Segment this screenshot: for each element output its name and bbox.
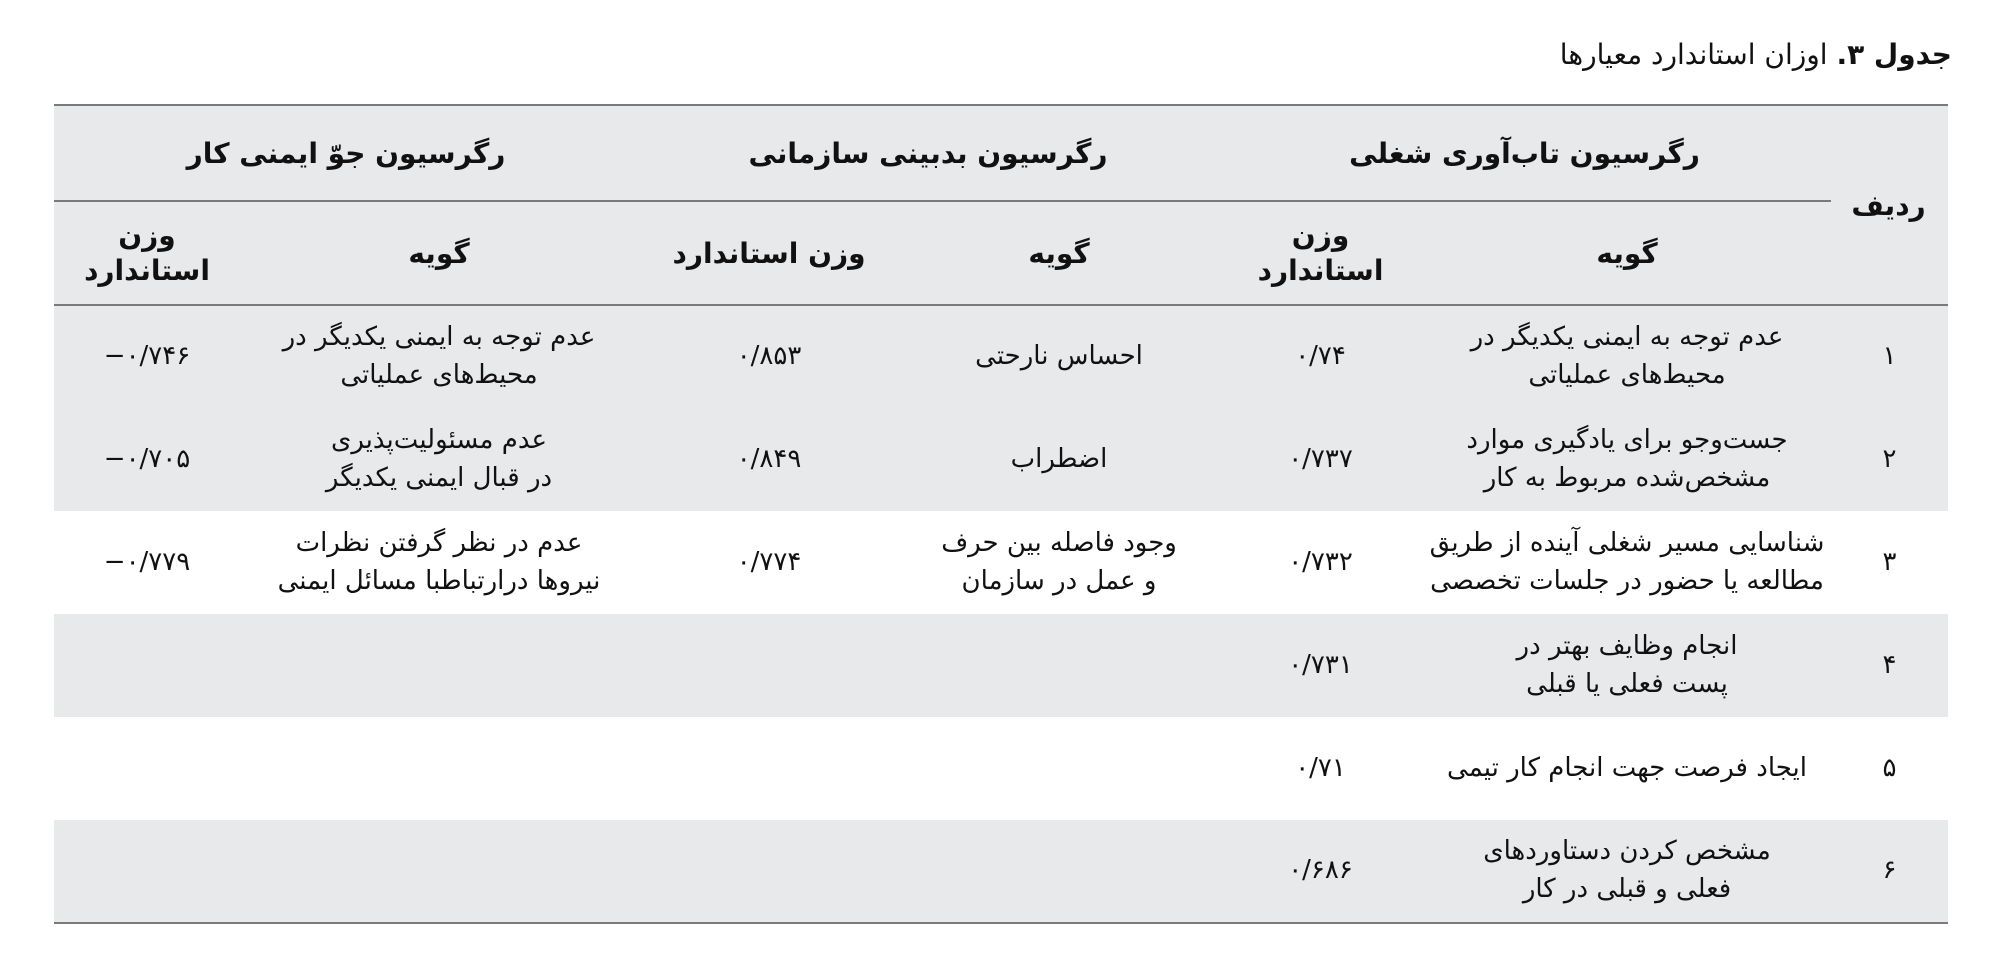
item-line: مشخص‌شده مربوط به کار bbox=[1483, 462, 1771, 493]
item-line: محیط‌های عملیاتی bbox=[340, 360, 538, 390]
item-line: عدم در نظر گرفتن نظرات bbox=[295, 527, 583, 558]
empty-cell bbox=[638, 717, 900, 820]
weight-cell-g2: ۰/۸۵۳ bbox=[638, 305, 900, 408]
item-line: احساس نارحتی bbox=[975, 341, 1143, 372]
group-header-safety-climate: رگرسیون جوّ ایمنی کار bbox=[54, 105, 638, 201]
item-cell-g3 bbox=[240, 305, 638, 408]
weight-header-g2: وزن استاندارد bbox=[638, 201, 900, 305]
weight-header-g3: وزن استاندارد bbox=[54, 201, 240, 305]
weight-cell-g3: −۰/۷۷۹ bbox=[103, 546, 191, 577]
item-line: اضطراب bbox=[1010, 443, 1108, 474]
item-line: جست‌وجو برای یادگیری موارد bbox=[1466, 424, 1788, 455]
item-line: محیط‌های عملیاتی bbox=[1528, 360, 1726, 390]
standard-weights-table bbox=[54, 104, 1948, 924]
weight-cell-g1: ۰/۶۸۶ bbox=[1218, 820, 1423, 923]
row-number: ۳ bbox=[1882, 546, 1897, 577]
weight-cell-g2: ۰/۷۷۴ bbox=[736, 546, 802, 577]
weight-cell-g3: −۰/۷۴۶ bbox=[54, 305, 240, 408]
row-number-header: ردیف bbox=[1831, 105, 1948, 305]
row-number: ۶ bbox=[1831, 820, 1948, 923]
empty-cell bbox=[900, 820, 1218, 923]
empty-cell bbox=[54, 614, 240, 717]
row-number: ۴ bbox=[1831, 614, 1948, 717]
item-header-g2: گویه bbox=[900, 201, 1218, 305]
item-cell-g1 bbox=[1423, 408, 1831, 511]
item-line: مشخص کردن دستاوردهای bbox=[1483, 836, 1771, 867]
table-row bbox=[54, 820, 1948, 923]
group-header-row bbox=[54, 105, 1948, 201]
table-caption bbox=[1560, 38, 1952, 71]
item-line: و عمل در سازمان bbox=[961, 565, 1157, 596]
item-line: نیروها درارتباطبا مسائل ایمنی bbox=[277, 565, 601, 596]
table-row bbox=[54, 408, 1948, 511]
weight-cell-g1: ۰/۷۳۱ bbox=[1218, 614, 1423, 717]
item-line: ایجاد فرصت جهت انجام کار تیمی bbox=[1447, 752, 1807, 783]
item-line: در قبال ایمنی یکدیگر bbox=[325, 462, 553, 493]
item-line: انجام وظایف بهتر در bbox=[1516, 630, 1738, 661]
item-cell-g1 bbox=[1423, 305, 1831, 408]
item-header-g3: گویه bbox=[240, 201, 638, 305]
group-header-organizational-cynicism: رگرسیون بدبینی سازمانی bbox=[638, 105, 1218, 201]
group-header-job-resilience: رگرسیون تاب‌آوری شغلی bbox=[1218, 105, 1831, 201]
item-cell-g3 bbox=[240, 511, 638, 614]
item-cell-g2 bbox=[900, 408, 1218, 511]
empty-cell bbox=[54, 820, 240, 923]
caption-text: اوزان استاندارد معیارها bbox=[1559, 38, 1828, 71]
empty-cell bbox=[900, 614, 1218, 717]
empty-cell bbox=[900, 717, 1218, 820]
empty-cell bbox=[54, 717, 240, 820]
empty-cell bbox=[240, 820, 638, 923]
item-cell-g3 bbox=[240, 408, 638, 511]
caption-label: جدول ۳. bbox=[1836, 38, 1952, 71]
empty-cell bbox=[638, 614, 900, 717]
weight-cell-g1: ۰/۷۱ bbox=[1295, 752, 1346, 783]
item-line: عدم توجه به ایمنی یکدیگر در bbox=[282, 322, 596, 353]
item-cell-g2 bbox=[900, 305, 1218, 408]
row-number: ۲ bbox=[1831, 408, 1948, 511]
item-line: وجود فاصله بین حرف bbox=[941, 527, 1177, 558]
empty-cell bbox=[638, 820, 900, 923]
row-number: ۵ bbox=[1882, 752, 1897, 783]
item-line: فعلی و قبلی در کار bbox=[1522, 874, 1732, 904]
table-row bbox=[54, 717, 1948, 820]
item-cell-g1 bbox=[1423, 511, 1831, 614]
weight-cell-g1: ۰/۷۳۲ bbox=[1288, 546, 1353, 577]
item-line: عدم مسئولیت‌پذیری bbox=[330, 424, 548, 455]
empty-cell bbox=[240, 614, 638, 717]
weight-header-g1: وزن استاندارد bbox=[1218, 201, 1423, 305]
table-row bbox=[54, 614, 1948, 717]
item-cell-g1 bbox=[1423, 614, 1831, 717]
table-row bbox=[54, 511, 1948, 614]
item-cell-g1 bbox=[1423, 717, 1831, 820]
item-cell-g1 bbox=[1423, 820, 1831, 923]
weight-cell-g2: ۰/۸۴۹ bbox=[638, 408, 900, 511]
row-number: ۱ bbox=[1831, 305, 1948, 408]
weight-cell-g3: −۰/۷۰۵ bbox=[54, 408, 240, 511]
weight-cell-g1: ۰/۷۴ bbox=[1218, 305, 1423, 408]
table-row bbox=[54, 305, 1948, 408]
sub-header-row bbox=[54, 201, 1948, 305]
item-header-g1: گویه bbox=[1423, 201, 1831, 305]
empty-cell bbox=[240, 717, 638, 820]
item-line: پست فعلی یا قبلی bbox=[1526, 668, 1728, 699]
item-cell-g2 bbox=[900, 511, 1218, 614]
item-line: مطالعه یا حضور در جلسات تخصصی bbox=[1430, 565, 1824, 596]
item-line: عدم توجه به ایمنی یکدیگر در bbox=[1470, 322, 1784, 353]
weight-cell-g1: ۰/۷۳۷ bbox=[1218, 408, 1423, 511]
item-line: شناسایی مسیر شغلی آینده از طریق bbox=[1429, 527, 1825, 558]
